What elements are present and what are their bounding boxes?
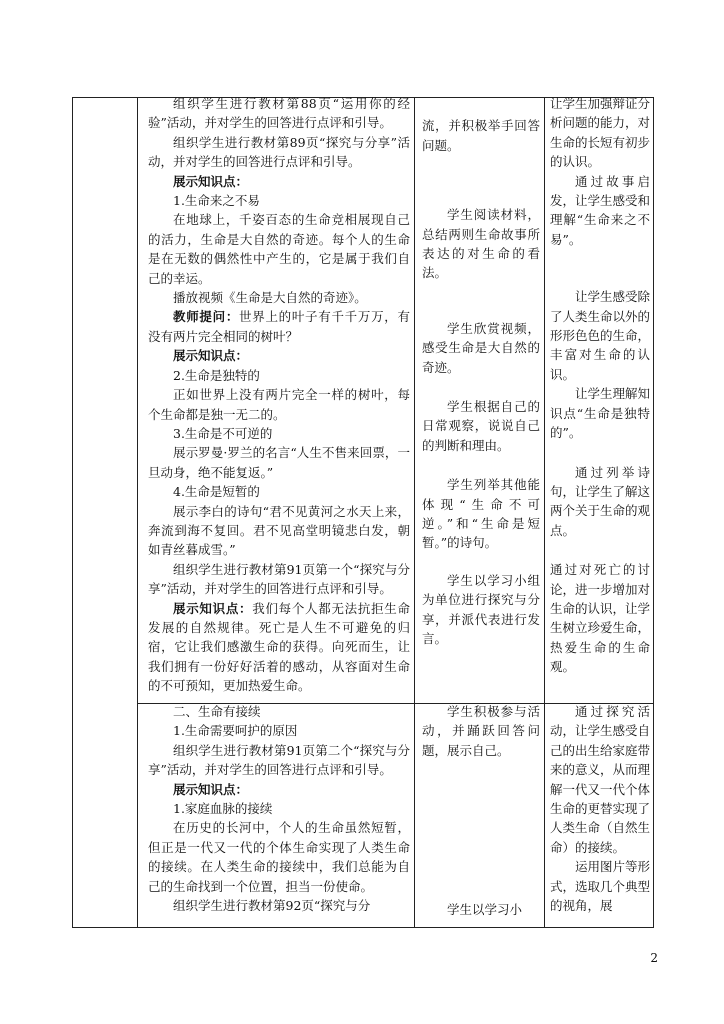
page-number: 2 (650, 951, 658, 965)
knowledge-point: 3.生命是不可逆的 (173, 425, 273, 441)
question-text: 世界上的叶子有千千万万，有没有两片完全相同的树叶？ (148, 309, 410, 344)
student-activity: 学生根据自己的日常观察，说说自己的判断和理由。 (422, 399, 540, 453)
paragraph: 正如世界上没有两片完全一样的树叶，每个生命都是独一无二的。 (148, 387, 410, 422)
design-intent: 通过故事启发，让学生感受和理解“生命来之不易”。 (550, 173, 650, 247)
knowledge-text: 我们每个人都无法抗拒生命发展的自然规律。死亡是人生不可避免的归宿，它让我们感激生命的获得。向死而生，让我们拥有一份好好活着的感动，从容面对生命的不可预知，更加热爱生命。 (148, 600, 410, 694)
table-border-left (72, 97, 73, 928)
question-label: 教师提问： (173, 309, 240, 325)
table-border-bottom (72, 927, 654, 928)
student-activity: 学生以学习小 (447, 902, 523, 918)
knowledge-heading: 展示知识点： (173, 173, 249, 189)
paragraph: 在历史的长河中，个人的生命虽然短暂，但正是一代又一代的个体生命实现了人类生命的接续。在人类生命的接续中，我们总能为自己的生命找到一个位置，担当一份使命。 (148, 820, 410, 894)
student-activity: 流，并积极举手回答问题。 (422, 118, 540, 153)
knowledge-heading: 展示知识点： (173, 600, 253, 616)
student-activity-cell (422, 702, 540, 920)
student-activity: 学生阅读材料，总结两则生命故事所表达的对生命的看法。 (422, 207, 540, 281)
knowledge-point: 1.生命需要呵护的原因 (173, 723, 298, 739)
knowledge-point: 1.家庭血脉的接续 (173, 801, 273, 817)
teacher-question (148, 307, 410, 346)
knowledge-heading: 展示知识点： (173, 348, 249, 364)
column-divider-2 (414, 97, 415, 928)
knowledge-summary (148, 599, 410, 696)
design-intent: 通过对死亡的讨论，进一步增加对生命的认识，让学生树立珍爱生命，热爱生命的生命观。 (550, 562, 650, 675)
student-activity: 学生以学习小组为单位进行探究与分享，并派代表进行发言。 (422, 572, 540, 647)
paragraph: 展示罗曼·罗兰的名言“人生不售来回票，一旦动身，绝不能复返。” (148, 445, 410, 480)
paragraph: 在地球上，千姿百态的生命竞相展现自己的活力，生命是大自然的奇迹。每个人的生命是在无数的偶然性中产生的，它是属于我们自己的幸运。 (148, 212, 410, 286)
paragraph: 展示李白的诗句“君不见黄河之水天上来，奔流到海不复回。君不见高堂明镜悲白发，朝如青丝暮成雪。” (148, 503, 410, 558)
knowledge-heading: 展示知识点： (173, 781, 249, 797)
paragraph: 播放视频《生命是大自然的奇迹》。 (173, 290, 367, 306)
knowledge-point: 4.生命是短暂的 (173, 484, 260, 500)
column-divider-3 (544, 97, 545, 928)
paragraph: 组织学生进行教材第89页“探究与分享”活动，并对学生的回答进行点评和引导。 (148, 134, 410, 170)
student-activity: 学生列举其他能体现“生命不可逆。”和“生命是短暂。”的诗句。 (422, 477, 540, 551)
paragraph: 组织学生进行教材第88页“运用你的经验”活动，并对学生的回答进行点评和引导。 (148, 96, 410, 131)
knowledge-point: 2.生命是独特的 (173, 367, 260, 383)
lesson-plan-table (72, 97, 654, 928)
teacher-activity-cell (148, 702, 410, 915)
student-activity-cell (422, 97, 540, 649)
teacher-activity-cell (148, 94, 410, 696)
paragraph: 组织学生进行教材第91页第二个“探究与分享”活动，并对学生的回答进行点评和引导。 (148, 742, 410, 778)
section-heading: 二、生命有接续 (173, 704, 261, 719)
design-intent: 通过探究活动，让学生感受自己的出生给家庭带来的意义，从而理解一代又一代个体生命的更替实现了人类生命（自然生命）的接续。 (550, 704, 650, 855)
student-activity: 学生欣赏视频，感受生命是大自然的奇迹。 (422, 320, 540, 375)
design-intent: 让学生加强辩证分析问题的能力，对生命的长短有初步的认识。 (550, 96, 650, 170)
design-intent: 让学生感受除了人类生命以外的形形色色的生命，丰富对生命的认识。 (550, 289, 650, 382)
design-intent: 通过列举诗句，让学生了解这两个关于生命的观点。 (550, 464, 650, 538)
student-activity: 学生积极参与活动，并踊跃回答问题，展示自己。 (422, 704, 540, 758)
paragraph: 组织学生进行教材第91页第一个“探究与分享”活动，并对学生的回答进行点评和引导。 (148, 561, 410, 597)
design-intent: 让学生理解知识点“生命是独特的”。 (550, 386, 650, 441)
paragraph: 组织学生进行教材第92页“探究与分 (173, 898, 371, 914)
column-divider-1 (137, 97, 138, 928)
design-intent-cell (550, 702, 650, 915)
table-border-right (653, 97, 654, 928)
design-intent: 运用图片等形式，选取几个典型的视角，展 (550, 859, 650, 914)
design-intent-cell (550, 94, 650, 677)
knowledge-point: 1.生命来之不易 (173, 193, 260, 209)
